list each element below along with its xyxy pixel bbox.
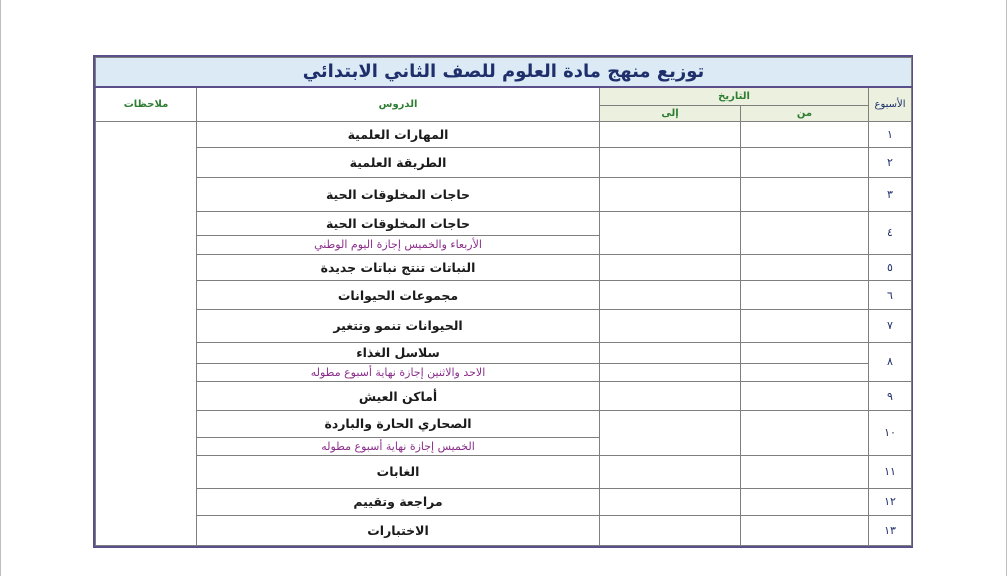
week-number: ٨ (869, 342, 912, 382)
date-from-cell[interactable] (741, 488, 869, 516)
table-row (96, 148, 912, 178)
date-from-cell[interactable] (741, 211, 869, 254)
date-from-cell[interactable] (741, 178, 869, 212)
lesson-name: الغابات (197, 455, 600, 488)
week-number: ٢ (869, 148, 912, 178)
lesson-name: الحيوانات تنمو وتتغير (197, 309, 600, 342)
date-from-cell[interactable] (741, 281, 869, 310)
week-number: ٥ (869, 254, 912, 281)
week-number: ١٣ (869, 516, 912, 546)
header-date: التاريخ (600, 87, 869, 105)
table-row (96, 411, 912, 438)
table-row (96, 516, 912, 546)
page-edge-left (0, 0, 1, 576)
table-row (96, 178, 912, 212)
date-to-cell[interactable] (600, 281, 741, 310)
date-from-cell[interactable] (741, 364, 869, 382)
curriculum-table (95, 57, 912, 546)
table-row (96, 382, 912, 411)
date-to-cell[interactable] (600, 211, 741, 254)
week-number: ٤ (869, 211, 912, 254)
table-row (96, 254, 912, 281)
lesson-note: الاحد والاثنين إجازة نهاية أسبوع مطوله (197, 364, 600, 382)
header-from: من (741, 105, 869, 121)
table-row (96, 488, 912, 516)
lesson-name: حاجات المخلوقات الحية (197, 211, 600, 236)
week-number: ١٠ (869, 411, 912, 456)
table-row (96, 211, 912, 236)
header-week: الأسبوع (869, 87, 912, 122)
table-row (96, 121, 912, 148)
date-to-cell[interactable] (600, 121, 741, 148)
date-from-cell[interactable] (741, 382, 869, 411)
table-title: توزيع منهج مادة العلوم للصف الثاني الابتدائي (96, 58, 912, 87)
table-row (96, 342, 912, 363)
date-from-cell[interactable] (741, 254, 869, 281)
week-number: ٦ (869, 281, 912, 310)
date-to-cell[interactable] (600, 516, 741, 546)
lesson-note: الأربعاء والخميس إجازة اليوم الوطني (197, 236, 600, 254)
week-number: ٩ (869, 382, 912, 411)
table-row (96, 281, 912, 310)
date-to-cell[interactable] (600, 148, 741, 178)
date-to-cell[interactable] (600, 178, 741, 212)
date-from-cell[interactable] (741, 121, 869, 148)
date-from-cell[interactable] (741, 342, 869, 363)
header-notes: ملاحظات (96, 87, 197, 122)
lesson-note: الخميس إجازة نهاية أسبوع مطوله (197, 437, 600, 455)
date-to-cell[interactable] (600, 309, 741, 342)
lesson-name: الطريقة العلمية (197, 148, 600, 178)
date-to-cell[interactable] (600, 455, 741, 488)
date-from-cell[interactable] (741, 148, 869, 178)
date-to-cell[interactable] (600, 342, 741, 363)
date-to-cell[interactable] (600, 364, 741, 382)
lesson-name: المهارات العلمية (197, 121, 600, 148)
lesson-name: حاجات المخلوقات الحية (197, 178, 600, 212)
date-from-cell[interactable] (741, 455, 869, 488)
lesson-name: الاختبارات (197, 516, 600, 546)
lesson-name: أماكن العيش (197, 382, 600, 411)
notes-cell[interactable] (96, 121, 197, 545)
week-number: ١ (869, 121, 912, 148)
date-from-cell[interactable] (741, 516, 869, 546)
date-to-cell[interactable] (600, 254, 741, 281)
week-number: ٣ (869, 178, 912, 212)
header-to: إلى (600, 105, 741, 121)
lesson-name: سلاسل الغذاء (197, 342, 600, 363)
date-from-cell[interactable] (741, 309, 869, 342)
table-row (96, 309, 912, 342)
week-number: ٧ (869, 309, 912, 342)
curriculum-table-sheet (93, 55, 913, 548)
date-to-cell[interactable] (600, 488, 741, 516)
date-to-cell[interactable] (600, 382, 741, 411)
table-row (96, 455, 912, 488)
lesson-name: مجموعات الحيوانات (197, 281, 600, 310)
header-lessons: الدروس (197, 87, 600, 122)
date-to-cell[interactable] (600, 411, 741, 456)
date-from-cell[interactable] (741, 411, 869, 456)
table-row (96, 364, 912, 382)
lesson-name: مراجعة وتقييم (197, 488, 600, 516)
week-number: ١١ (869, 455, 912, 488)
lesson-name: الصحاري الحارة والباردة (197, 411, 600, 438)
week-number: ١٢ (869, 488, 912, 516)
lesson-name: النباتات تنتج نباتات جديدة (197, 254, 600, 281)
